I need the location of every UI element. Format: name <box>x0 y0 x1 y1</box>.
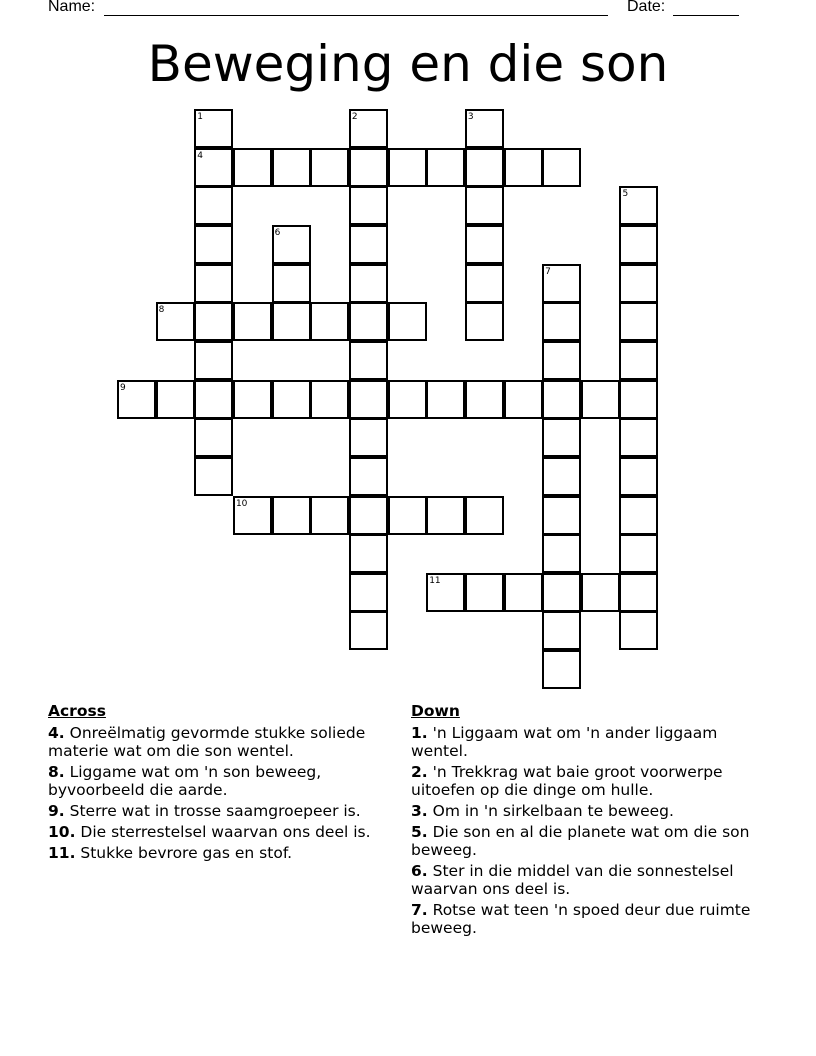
grid-cell[interactable] <box>349 457 388 496</box>
down-clue <box>411 724 766 760</box>
grid-cell[interactable] <box>465 496 504 535</box>
clue-number: 4. <box>48 724 65 742</box>
grid-cell[interactable] <box>349 418 388 457</box>
across-clue-list <box>48 724 398 862</box>
clue-text: Om in 'n sirkelbaan te beweeg. <box>427 802 674 820</box>
grid-cell[interactable] <box>194 380 233 419</box>
grid-cell[interactable] <box>619 225 658 264</box>
grid-cell[interactable] <box>194 264 233 303</box>
clue-text: Onreëlmatig gevormde stukke soliede materie wat om die son wentel. <box>48 724 366 760</box>
clue-number: 5. <box>411 823 428 841</box>
grid-cell[interactable] <box>310 380 349 419</box>
grid-cell[interactable] <box>426 148 465 187</box>
grid-cell[interactable] <box>619 302 658 341</box>
clue-number: 1. <box>411 724 428 742</box>
grid-cell[interactable] <box>349 302 388 341</box>
grid-cell[interactable] <box>542 573 581 612</box>
grid-cell[interactable] <box>272 148 311 187</box>
clue-number: 11 <box>429 575 441 586</box>
grid-cell[interactable] <box>465 148 504 187</box>
clue-number: 9. <box>48 802 65 820</box>
clue-number: 2. <box>411 763 428 781</box>
grid-cell[interactable] <box>542 341 581 380</box>
grid-cell[interactable] <box>194 418 233 457</box>
grid-cell[interactable] <box>349 496 388 535</box>
clue-number: 9 <box>120 382 126 393</box>
clue-number: 6 <box>274 227 281 238</box>
grid-cell[interactable] <box>542 148 581 187</box>
clue-text: Die son en al die planete wat om die son beweeg. <box>411 823 750 859</box>
grid-cell[interactable] <box>504 148 543 187</box>
grid-cell[interactable] <box>619 573 658 612</box>
across-clue <box>48 823 398 841</box>
across-clues <box>48 702 398 865</box>
grid-cell[interactable] <box>388 302 427 341</box>
grid-cell[interactable] <box>542 611 581 650</box>
grid-cell[interactable] <box>349 148 388 187</box>
page-title: Beweging en die son <box>147 35 669 93</box>
clue-number: 2 <box>351 112 358 122</box>
grid-cell[interactable] <box>581 573 620 612</box>
down-clue <box>411 901 766 937</box>
grid-cell[interactable] <box>233 302 272 341</box>
clue-number: 10. <box>48 823 76 841</box>
clue-text: Sterre wat in trosse saamgroepeer is. <box>64 802 361 820</box>
grid-cell[interactable] <box>349 264 388 303</box>
across-heading: Across <box>48 702 106 720</box>
grid-cell[interactable] <box>272 496 311 535</box>
name-label: Name: <box>48 0 96 15</box>
down-heading: Down <box>411 702 460 720</box>
grid-cell[interactable] <box>272 264 311 303</box>
grid-cell[interactable] <box>465 380 504 419</box>
grid-cell[interactable] <box>542 380 581 419</box>
grid-cell[interactable] <box>619 457 658 496</box>
clue-number: 1 <box>197 112 204 122</box>
grid-cell[interactable] <box>426 496 465 535</box>
grid-cell[interactable] <box>310 302 349 341</box>
grid-cell[interactable] <box>465 186 504 225</box>
clue-text: 'n Liggaam wat om 'n ander liggaam wentel. <box>411 724 718 760</box>
across-clue <box>48 844 398 862</box>
clue-text: 'n Trekkrag wat baie groot voorwerpe uitoefen op die dinge om hulle. <box>411 763 723 799</box>
grid-cell[interactable] <box>465 573 504 612</box>
grid-cell[interactable] <box>388 148 427 187</box>
clue-text: Ster in die middel van die sonnestelsel waarvan ons deel is. <box>411 862 734 898</box>
grid-cell[interactable] <box>465 264 504 303</box>
clue-number: 4 <box>197 150 204 161</box>
grid-cell[interactable] <box>581 380 620 419</box>
clue-text: Stukke bevrore gas en stof. <box>75 844 293 862</box>
grid-cell[interactable] <box>426 380 465 419</box>
grid-cell[interactable] <box>194 457 233 496</box>
clue-text: Rotse wat teen 'n spoed deur due ruimte beweeg. <box>411 901 751 937</box>
grid-cell[interactable] <box>349 611 388 650</box>
grid-cell[interactable] <box>619 611 658 650</box>
grid-cell[interactable] <box>504 380 543 419</box>
clue-number: 3 <box>467 112 474 122</box>
grid-cell[interactable] <box>272 302 311 341</box>
clue-number: 6. <box>411 862 428 880</box>
date-label: Date: <box>627 0 666 15</box>
clue-number: 11. <box>48 844 76 862</box>
grid-cell[interactable] <box>349 534 388 573</box>
grid-cell[interactable] <box>233 148 272 187</box>
clue-number: 8. <box>48 763 65 781</box>
clue-text: Liggame wat om 'n son beweeg, byvoorbeeld die aarde. <box>48 763 322 799</box>
clue-number: 5 <box>622 189 629 200</box>
clue-text: Die sterrestelsel waarvan ons deel is. <box>75 823 371 841</box>
grid-cell[interactable] <box>542 418 581 457</box>
grid-cell[interactable] <box>349 380 388 419</box>
grid-cell[interactable] <box>233 380 272 419</box>
clue-number: 3. <box>411 802 428 820</box>
down-clue <box>411 802 766 820</box>
grid-cell[interactable] <box>542 496 581 535</box>
grid-cell[interactable] <box>504 573 543 612</box>
clue-number: 10 <box>235 498 248 509</box>
grid-cell[interactable] <box>619 534 658 573</box>
grid-cell[interactable] <box>310 496 349 535</box>
grid-cell[interactable] <box>542 302 581 341</box>
grid-cell[interactable] <box>194 341 233 380</box>
grid-cell[interactable] <box>156 380 195 419</box>
grid-cell[interactable] <box>349 186 388 225</box>
grid-cell[interactable] <box>310 148 349 187</box>
grid-cell[interactable] <box>194 225 233 264</box>
across-clue <box>48 724 398 760</box>
grid-cell[interactable] <box>542 650 581 689</box>
clue-number: 7 <box>545 266 551 277</box>
grid-cell[interactable] <box>619 496 658 535</box>
grid-cell[interactable] <box>388 496 427 535</box>
across-clue <box>48 802 398 820</box>
grid-cell[interactable] <box>194 302 233 341</box>
grid-cell[interactable] <box>465 302 504 341</box>
down-clue <box>411 862 766 898</box>
grid-cell[interactable] <box>542 534 581 573</box>
grid-cell[interactable] <box>619 418 658 457</box>
grid-cell[interactable] <box>349 573 388 612</box>
clue-number: 8 <box>158 305 165 316</box>
grid-cell[interactable] <box>619 264 658 303</box>
across-clue <box>48 763 398 799</box>
grid-cell[interactable] <box>349 341 388 380</box>
down-clue-list <box>411 724 766 937</box>
grid-cell[interactable] <box>388 380 427 419</box>
grid-cell[interactable] <box>349 225 388 264</box>
grid-cell[interactable] <box>465 225 504 264</box>
down-clues <box>411 702 766 940</box>
grid-cell[interactable] <box>194 186 233 225</box>
down-clue <box>411 823 766 859</box>
grid-cell[interactable] <box>272 380 311 419</box>
down-clue <box>411 763 766 799</box>
grid-cell[interactable] <box>619 341 658 380</box>
grid-cell[interactable] <box>542 457 581 496</box>
grid-cell[interactable] <box>619 380 658 419</box>
clue-number: 7. <box>411 901 428 919</box>
